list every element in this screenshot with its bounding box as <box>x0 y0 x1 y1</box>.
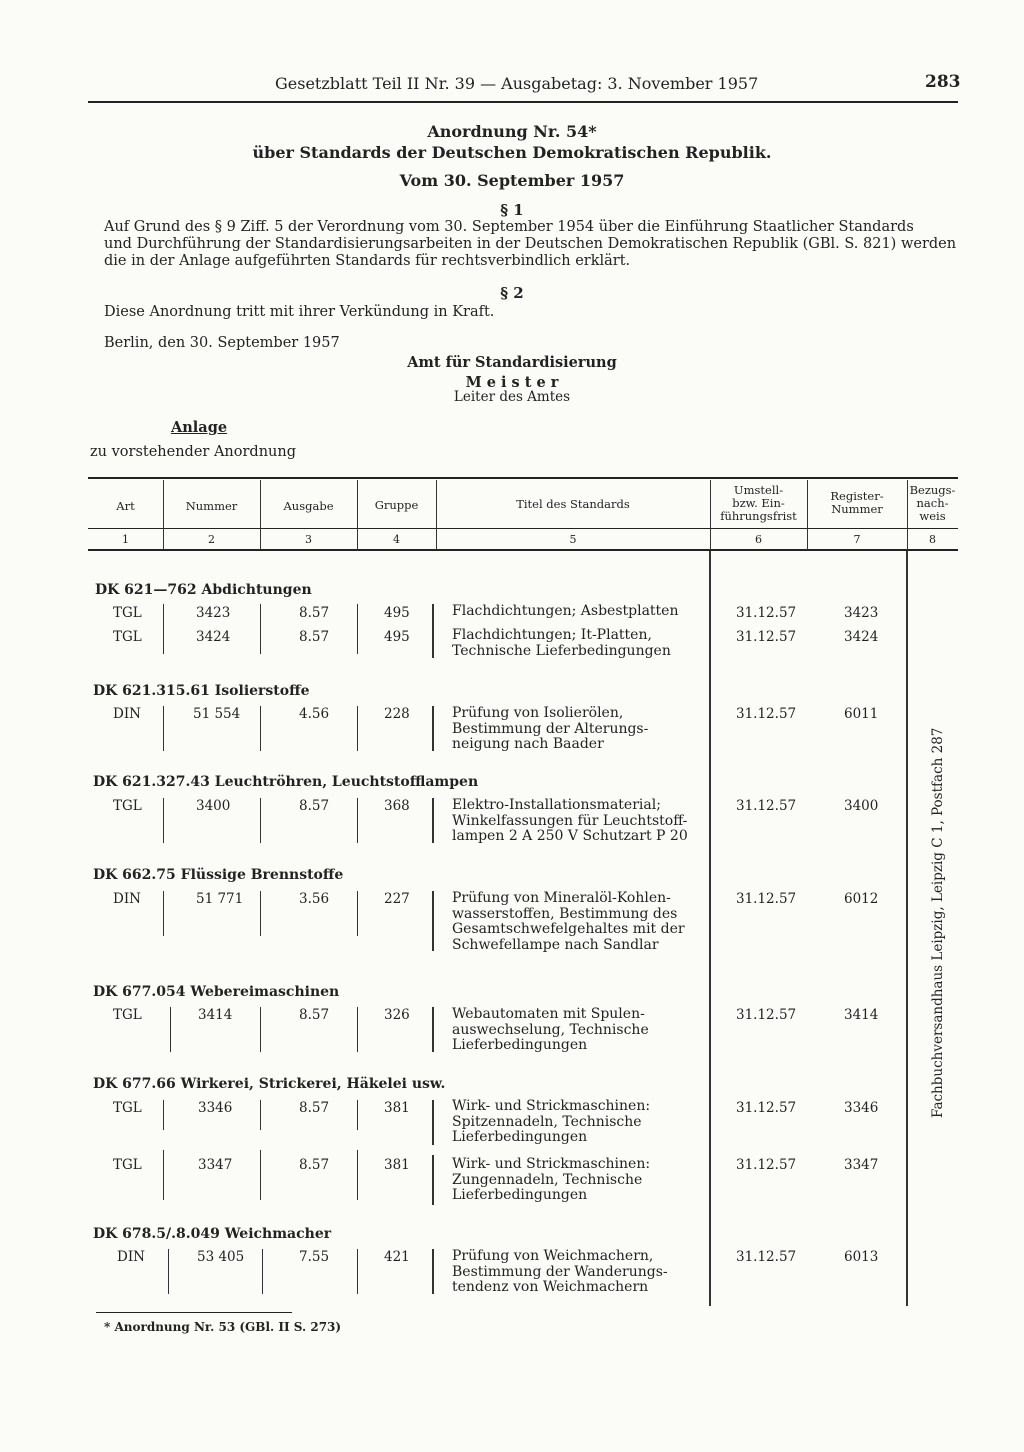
column-header-gruppe: Gruppe <box>374 498 419 512</box>
section-heading: DK 678.5/.8.049 Weichmacher <box>93 1226 332 1242</box>
row-divider <box>170 1007 171 1052</box>
row-divider <box>357 1007 358 1052</box>
cell-frist: 31.12.57 <box>736 1157 797 1173</box>
column-header-art: Art <box>116 499 135 513</box>
row-divider <box>260 1007 261 1052</box>
cell-frist: 31.12.57 <box>736 706 797 722</box>
footnote: * Anordnung Nr. 53 (GBl. II S. 273) <box>104 1320 342 1334</box>
cell-register: 3423 <box>844 605 879 621</box>
row-divider <box>260 604 261 654</box>
column-header-bezugsnachweis: Bezugs- nach- weis <box>909 483 956 523</box>
cell-gruppe: 227 <box>384 891 410 907</box>
cell-ausgabe: 8.57 <box>299 605 330 621</box>
row-divider <box>357 1100 358 1130</box>
column-number: 5 <box>569 533 577 546</box>
row-divider <box>432 706 434 751</box>
paragraph-1-label: § 1 <box>500 201 524 219</box>
signature-name: M e i s t e r <box>465 374 559 391</box>
cell-titel: Wirk- und Strickmaschinen: Spitzennadeln, Technische Lieferbedingungen <box>452 1098 651 1145</box>
cell-art: DIN <box>113 706 141 722</box>
column-divider <box>906 551 908 1306</box>
column-number: 4 <box>393 533 400 546</box>
page-number: 283 <box>925 72 961 92</box>
row-divider <box>163 706 164 751</box>
row-divider <box>357 891 358 936</box>
row-divider <box>163 1100 164 1130</box>
cell-nummer: 3346 <box>198 1100 233 1116</box>
cell-register: 6012 <box>844 891 879 907</box>
decree-title: Anordnung Nr. 54* <box>427 122 597 141</box>
column-number: 2 <box>208 533 215 546</box>
column-header-register: Register- Nummer <box>830 489 884 516</box>
row-divider <box>262 1249 263 1294</box>
column-number: 1 <box>122 533 129 546</box>
row-divider <box>163 604 164 654</box>
row-divider <box>260 798 261 843</box>
cell-gruppe: 495 <box>384 629 410 645</box>
cell-titel: Prüfung von Isolierölen, Bestimmung der Alterungs- neigung nach Baader <box>452 705 649 752</box>
cell-nummer: 3347 <box>198 1157 233 1173</box>
section-heading: DK 621.327.43 Leuchtröhren, Leuchtstofflampen <box>93 774 479 790</box>
cell-titel: Prüfung von Weichmachern, Bestimmung der Wanderungs- tendenz von Weichmachern <box>452 1248 668 1295</box>
column-header-frist: Umstell- bzw. Ein- führungsfrist <box>720 483 797 523</box>
column-number: 6 <box>755 533 762 546</box>
row-divider <box>432 1007 434 1052</box>
place-date: Berlin, den 30. September 1957 <box>104 335 340 351</box>
cell-gruppe: 368 <box>384 798 410 814</box>
anlage-subtitle: zu vorstehender Anordnung <box>90 444 297 460</box>
cell-art: TGL <box>113 629 142 645</box>
cell-register: 6011 <box>844 706 879 722</box>
row-divider <box>432 798 434 843</box>
cell-art: TGL <box>113 1100 142 1116</box>
cell-ausgabe: 8.57 <box>299 1157 330 1173</box>
cell-ausgabe: 8.57 <box>299 629 330 645</box>
paragraph-1-line: Auf Grund des § 9 Ziff. 5 der Verordnung vom 30. September 1954 über die Einführung Staatlicher Standards <box>104 219 914 235</box>
table-header-rule <box>88 528 958 529</box>
cell-gruppe: 326 <box>384 1007 410 1023</box>
row-divider <box>260 891 261 936</box>
anlage-title: Anlage <box>171 419 228 436</box>
cell-ausgabe: 8.57 <box>299 1100 330 1116</box>
row-divider <box>432 891 434 951</box>
cell-titel: Wirk- und Strickmaschinen: Zungennadeln, Technische Lieferbedingungen <box>452 1156 651 1203</box>
cell-nummer: 3423 <box>196 605 231 621</box>
cell-nummer: 3424 <box>196 629 231 645</box>
paragraph-2-label: § 2 <box>500 284 524 302</box>
cell-frist: 31.12.57 <box>736 629 797 645</box>
cell-register: 6013 <box>844 1249 879 1265</box>
cell-nummer: 51 554 <box>193 706 241 722</box>
row-divider <box>357 798 358 843</box>
cell-nummer: 3414 <box>198 1007 233 1023</box>
section-heading: DK 677.054 Webereimaschinen <box>93 984 340 1000</box>
cell-nummer: 51 771 <box>196 891 244 907</box>
row-divider <box>260 706 261 751</box>
row-divider <box>357 1150 358 1200</box>
section-heading: DK 621—762 Abdichtungen <box>95 582 312 598</box>
cell-ausgabe: 8.57 <box>299 1007 330 1023</box>
cell-nummer: 3400 <box>196 798 231 814</box>
header-rule <box>88 101 958 103</box>
decree-subtitle: über Standards der Deutschen Demokratischen Republik. <box>252 143 772 162</box>
cell-gruppe: 421 <box>384 1249 410 1265</box>
cell-frist: 31.12.57 <box>736 891 797 907</box>
section-heading: DK 677.66 Wirkerei, Strickerei, Häkelei usw. <box>93 1076 446 1092</box>
cell-art: DIN <box>117 1249 145 1265</box>
row-divider <box>260 1150 261 1200</box>
cell-register: 3346 <box>844 1100 879 1116</box>
signature-role: Leiter des Amtes <box>453 389 571 405</box>
row-divider <box>168 1249 169 1294</box>
column-number: 3 <box>305 533 312 546</box>
row-divider <box>357 1249 358 1294</box>
cell-gruppe: 228 <box>384 706 410 722</box>
signature-office: Amt für Standardisierung <box>407 354 617 371</box>
cell-art: TGL <box>113 605 142 621</box>
paragraph-2-text: Diese Anordnung tritt mit ihrer Verkündung in Kraft. <box>104 304 495 320</box>
running-header: Gesetzblatt Teil II Nr. 39 — Ausgabetag: 3. November 1957 <box>275 74 759 93</box>
paragraph-1-line: die in der Anlage aufgeführten Standards für rechtsverbindlich erklärt. <box>104 253 631 269</box>
row-divider <box>260 1100 261 1130</box>
cell-frist: 31.12.57 <box>736 1007 797 1023</box>
cell-register: 3400 <box>844 798 879 814</box>
cell-art: TGL <box>113 1157 142 1173</box>
row-divider <box>432 1249 434 1294</box>
footnote-rule <box>96 1312 292 1313</box>
cell-frist: 31.12.57 <box>736 1249 797 1265</box>
paragraph-1-line: und Durchführung der Standardisierungsarbeiten in der Deutschen Demokratischen Republik (GBl. S. 821) werden <box>104 236 957 252</box>
column-header-nummer: Nummer <box>185 499 238 513</box>
cell-gruppe: 381 <box>384 1100 410 1116</box>
cell-gruppe: 381 <box>384 1157 410 1173</box>
cell-ausgabe: 7.55 <box>299 1249 330 1265</box>
cell-gruppe: 495 <box>384 605 410 621</box>
section-heading: DK 621.315.61 Isolierstoffe <box>93 683 310 699</box>
cell-frist: 31.12.57 <box>736 798 797 814</box>
row-divider <box>163 1150 164 1200</box>
cell-register: 3424 <box>844 629 879 645</box>
row-divider <box>432 1100 434 1145</box>
section-heading: DK 662.75 Flüssige Brennstoffe <box>93 867 344 883</box>
row-divider <box>163 891 164 936</box>
row-divider <box>357 604 358 654</box>
row-divider <box>432 604 434 658</box>
cell-ausgabe: 3.56 <box>299 891 330 907</box>
table-numbers-rule <box>88 549 958 551</box>
cell-nummer: 53 405 <box>197 1249 245 1265</box>
cell-ausgabe: 4.56 <box>299 706 330 722</box>
row-divider <box>357 706 358 751</box>
cell-titel: Webautomaten mit Spulen- auswechselung, Technische Lieferbedingungen <box>452 1006 649 1053</box>
column-number: 8 <box>929 533 936 546</box>
cell-art: DIN <box>113 891 141 907</box>
cell-register: 3347 <box>844 1157 879 1173</box>
cell-frist: 31.12.57 <box>736 605 797 621</box>
column-divider <box>709 551 711 1306</box>
cell-titel: Flachdichtungen; Asbestplatten <box>452 603 679 619</box>
row-divider <box>163 798 164 843</box>
cell-art: TGL <box>113 1007 142 1023</box>
cell-titel: Prüfung von Mineralöl-Kohlen- wasserstoffen, Bestimmung des Gesamtschwefelgehaltes mit der Schwefellampe nach Sandlar <box>452 890 685 953</box>
column-number: 7 <box>853 533 861 546</box>
row-divider <box>432 1155 434 1205</box>
cell-art: TGL <box>113 798 142 814</box>
cell-titel: Flachdichtungen; It-Platten, Technische Lieferbedingungen <box>452 627 671 659</box>
decree-date: Vom 30. September 1957 <box>399 171 625 190</box>
cell-register: 3414 <box>844 1007 879 1023</box>
cell-ausgabe: 8.57 <box>299 798 330 814</box>
column-header-titel: Titel des Standards <box>516 497 630 511</box>
cell-titel: Elektro-Installationsmaterial; Winkelfassungen für Leuchtstoff- lampen 2 A 250 V Schutzart P 20 <box>452 797 688 844</box>
bezugsnachweis-text: Fachbuchversandhaus Leipzig, Leipzig C 1, Postfach 287 <box>930 727 946 1118</box>
column-header-ausgabe: Ausgabe <box>283 499 334 513</box>
cell-frist: 31.12.57 <box>736 1100 797 1116</box>
table-top-rule <box>88 477 958 479</box>
